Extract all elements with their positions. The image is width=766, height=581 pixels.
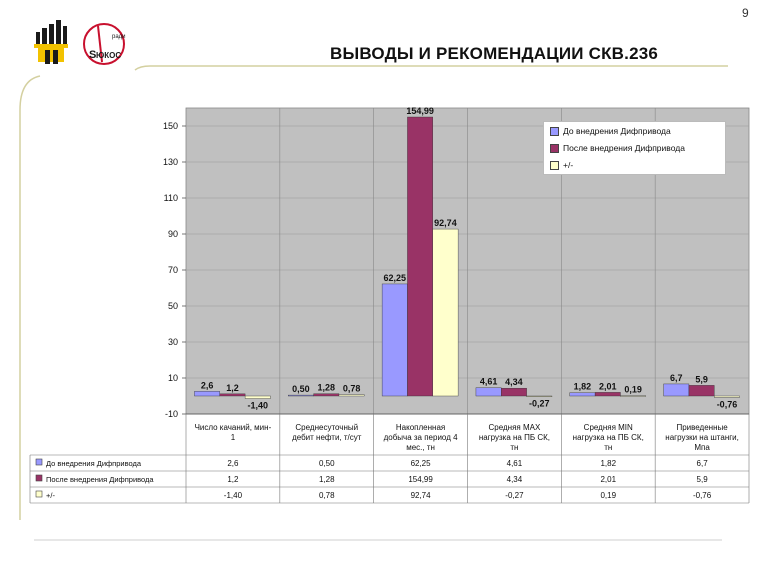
bar-1-4 — [476, 388, 501, 396]
table-cell: -0,76 — [692, 491, 712, 500]
bar-1-3 — [382, 284, 407, 396]
x-category-label: нагрузки на штанги, — [665, 433, 739, 442]
x-category-label: нагрузка на ПБ СК, — [478, 433, 550, 442]
table-cell: 0,50 — [318, 459, 335, 468]
x-category-label: 1 — [230, 433, 236, 442]
x-category-label: мес., тн — [406, 443, 435, 452]
y-tick-label: 10 — [167, 373, 178, 383]
data-label: -0,27 — [529, 398, 550, 409]
data-label: 0,50 — [292, 384, 310, 395]
x-labels — [195, 423, 739, 452]
data-label: 1,28 — [317, 382, 336, 393]
data-label: 2,6 — [200, 380, 214, 391]
slide-title: ВЫВОДЫ И РЕКОМЕНДАЦИИ СКВ.236 — [330, 44, 659, 63]
data-label: 92,74 — [434, 218, 457, 229]
x-category-label: Среднесуточный — [295, 423, 359, 432]
legend-item-after — [550, 142, 685, 154]
x-category-label: Мпа — [694, 443, 710, 452]
legend-label-before: До внедрения Дифпривода — [563, 126, 671, 136]
table-cell: 0,19 — [600, 491, 617, 500]
legend-item-delta — [550, 159, 573, 171]
bar-1-2 — [288, 395, 313, 396]
legend-label-delta: +/- — [563, 160, 574, 170]
bar-1-6 — [664, 384, 689, 396]
data-label: 0,78 — [342, 383, 361, 394]
bar-3-3 — [433, 229, 458, 396]
data-label: 4,34 — [505, 377, 523, 388]
data-label: 62,25 — [383, 272, 407, 283]
bar-2-6 — [689, 385, 714, 396]
x-category-label: Средняя MAX — [488, 423, 541, 432]
x-category-label: тн — [604, 443, 613, 452]
bar-3-5 — [620, 396, 645, 397]
yukos-logo-text: ЮКОС — [96, 51, 122, 60]
legend-item-before — [550, 125, 671, 137]
table-row-header: До внедрения Дифпривода — [46, 459, 142, 468]
table-cell: 2,01 — [600, 475, 617, 484]
table-cell: 154,99 — [408, 475, 433, 484]
bar-2-2 — [314, 394, 339, 396]
bar-1-5 — [570, 393, 595, 396]
y-tick-label: 50 — [167, 301, 178, 311]
data-label: 154,99 — [406, 106, 434, 117]
bar-3-1 — [245, 396, 270, 399]
x-category-label: Накопленная — [395, 423, 446, 432]
table-cell: -0,27 — [505, 491, 524, 500]
y-tick-label: 90 — [167, 229, 178, 239]
table-row-header: После внедрения Дифпривода — [46, 475, 154, 484]
legend-swatch-delta — [550, 161, 559, 170]
table-cell: 6,7 — [696, 459, 708, 468]
header-rule — [135, 66, 728, 70]
table-cell: 2,6 — [227, 459, 239, 468]
y-tick-label: 110 — [163, 193, 178, 203]
table-row-header: +/- — [46, 491, 55, 500]
table-cell: -1,40 — [223, 491, 243, 500]
svg-text:S: S — [89, 49, 97, 61]
table-cell: 5,9 — [696, 475, 708, 484]
x-category-label: дебит нефти, т/сут — [292, 433, 362, 442]
x-category-label: Средняя MIN — [583, 423, 633, 432]
y-tick-label: 70 — [167, 265, 178, 275]
x-category-label: Число качаний, мин- — [194, 423, 272, 432]
bar-2-5 — [595, 392, 620, 396]
table-cell: 1,82 — [600, 459, 617, 468]
data-label: 4,61 — [479, 376, 498, 387]
x-category-label: Приведенные — [676, 423, 728, 432]
y-tick-label: 30 — [167, 337, 178, 347]
data-label: 5,9 — [695, 374, 708, 385]
table-cell: 92,74 — [410, 491, 431, 500]
svg-text:ради: ради — [112, 34, 126, 40]
data-label: 1,82 — [573, 381, 592, 392]
y-tick-label: 150 — [162, 121, 178, 131]
legend-swatch-after — [550, 144, 559, 153]
table-swatch — [36, 459, 42, 465]
legend-label-after: После внедрения Дифпривода — [563, 143, 685, 153]
table-cell: 62,25 — [410, 459, 431, 468]
bar-2-4 — [501, 388, 526, 396]
table-cell: 1,2 — [227, 475, 239, 484]
x-category-label: тн — [510, 443, 519, 452]
table-cell: 4,34 — [506, 475, 523, 484]
table-swatch — [36, 475, 42, 481]
left-rule — [20, 76, 40, 520]
x-category-label: нагрузка на ПБ СК, — [572, 433, 644, 442]
y-tick-label: 130 — [162, 157, 178, 167]
y-axis — [163, 121, 186, 419]
bar-2-1 — [220, 394, 245, 396]
table-swatch — [36, 491, 42, 497]
y-tick-label: -10 — [164, 409, 178, 419]
data-label: 6,7 — [670, 372, 683, 383]
page-number: 9 — [742, 6, 749, 20]
data-label: 1,2 — [226, 382, 239, 393]
data-label: -1,40 — [247, 400, 269, 411]
legend — [543, 121, 726, 175]
data-label: 2,01 — [599, 381, 617, 392]
table-cell: 4,61 — [506, 459, 523, 468]
table-cell: 1,28 — [318, 475, 335, 484]
data-label: 0,19 — [624, 384, 642, 395]
x-category-label: добыча за период 4 — [383, 433, 458, 442]
data-label: -0,76 — [716, 399, 738, 410]
data-table — [30, 414, 749, 503]
bar-3-4 — [527, 396, 552, 397]
bar-3-2 — [339, 395, 364, 396]
bar-2-3 — [407, 117, 432, 396]
table-cell: 0,78 — [318, 491, 335, 500]
legend-swatch-before — [550, 127, 559, 136]
bar-1-1 — [194, 391, 219, 396]
bar-3-6 — [714, 396, 739, 397]
